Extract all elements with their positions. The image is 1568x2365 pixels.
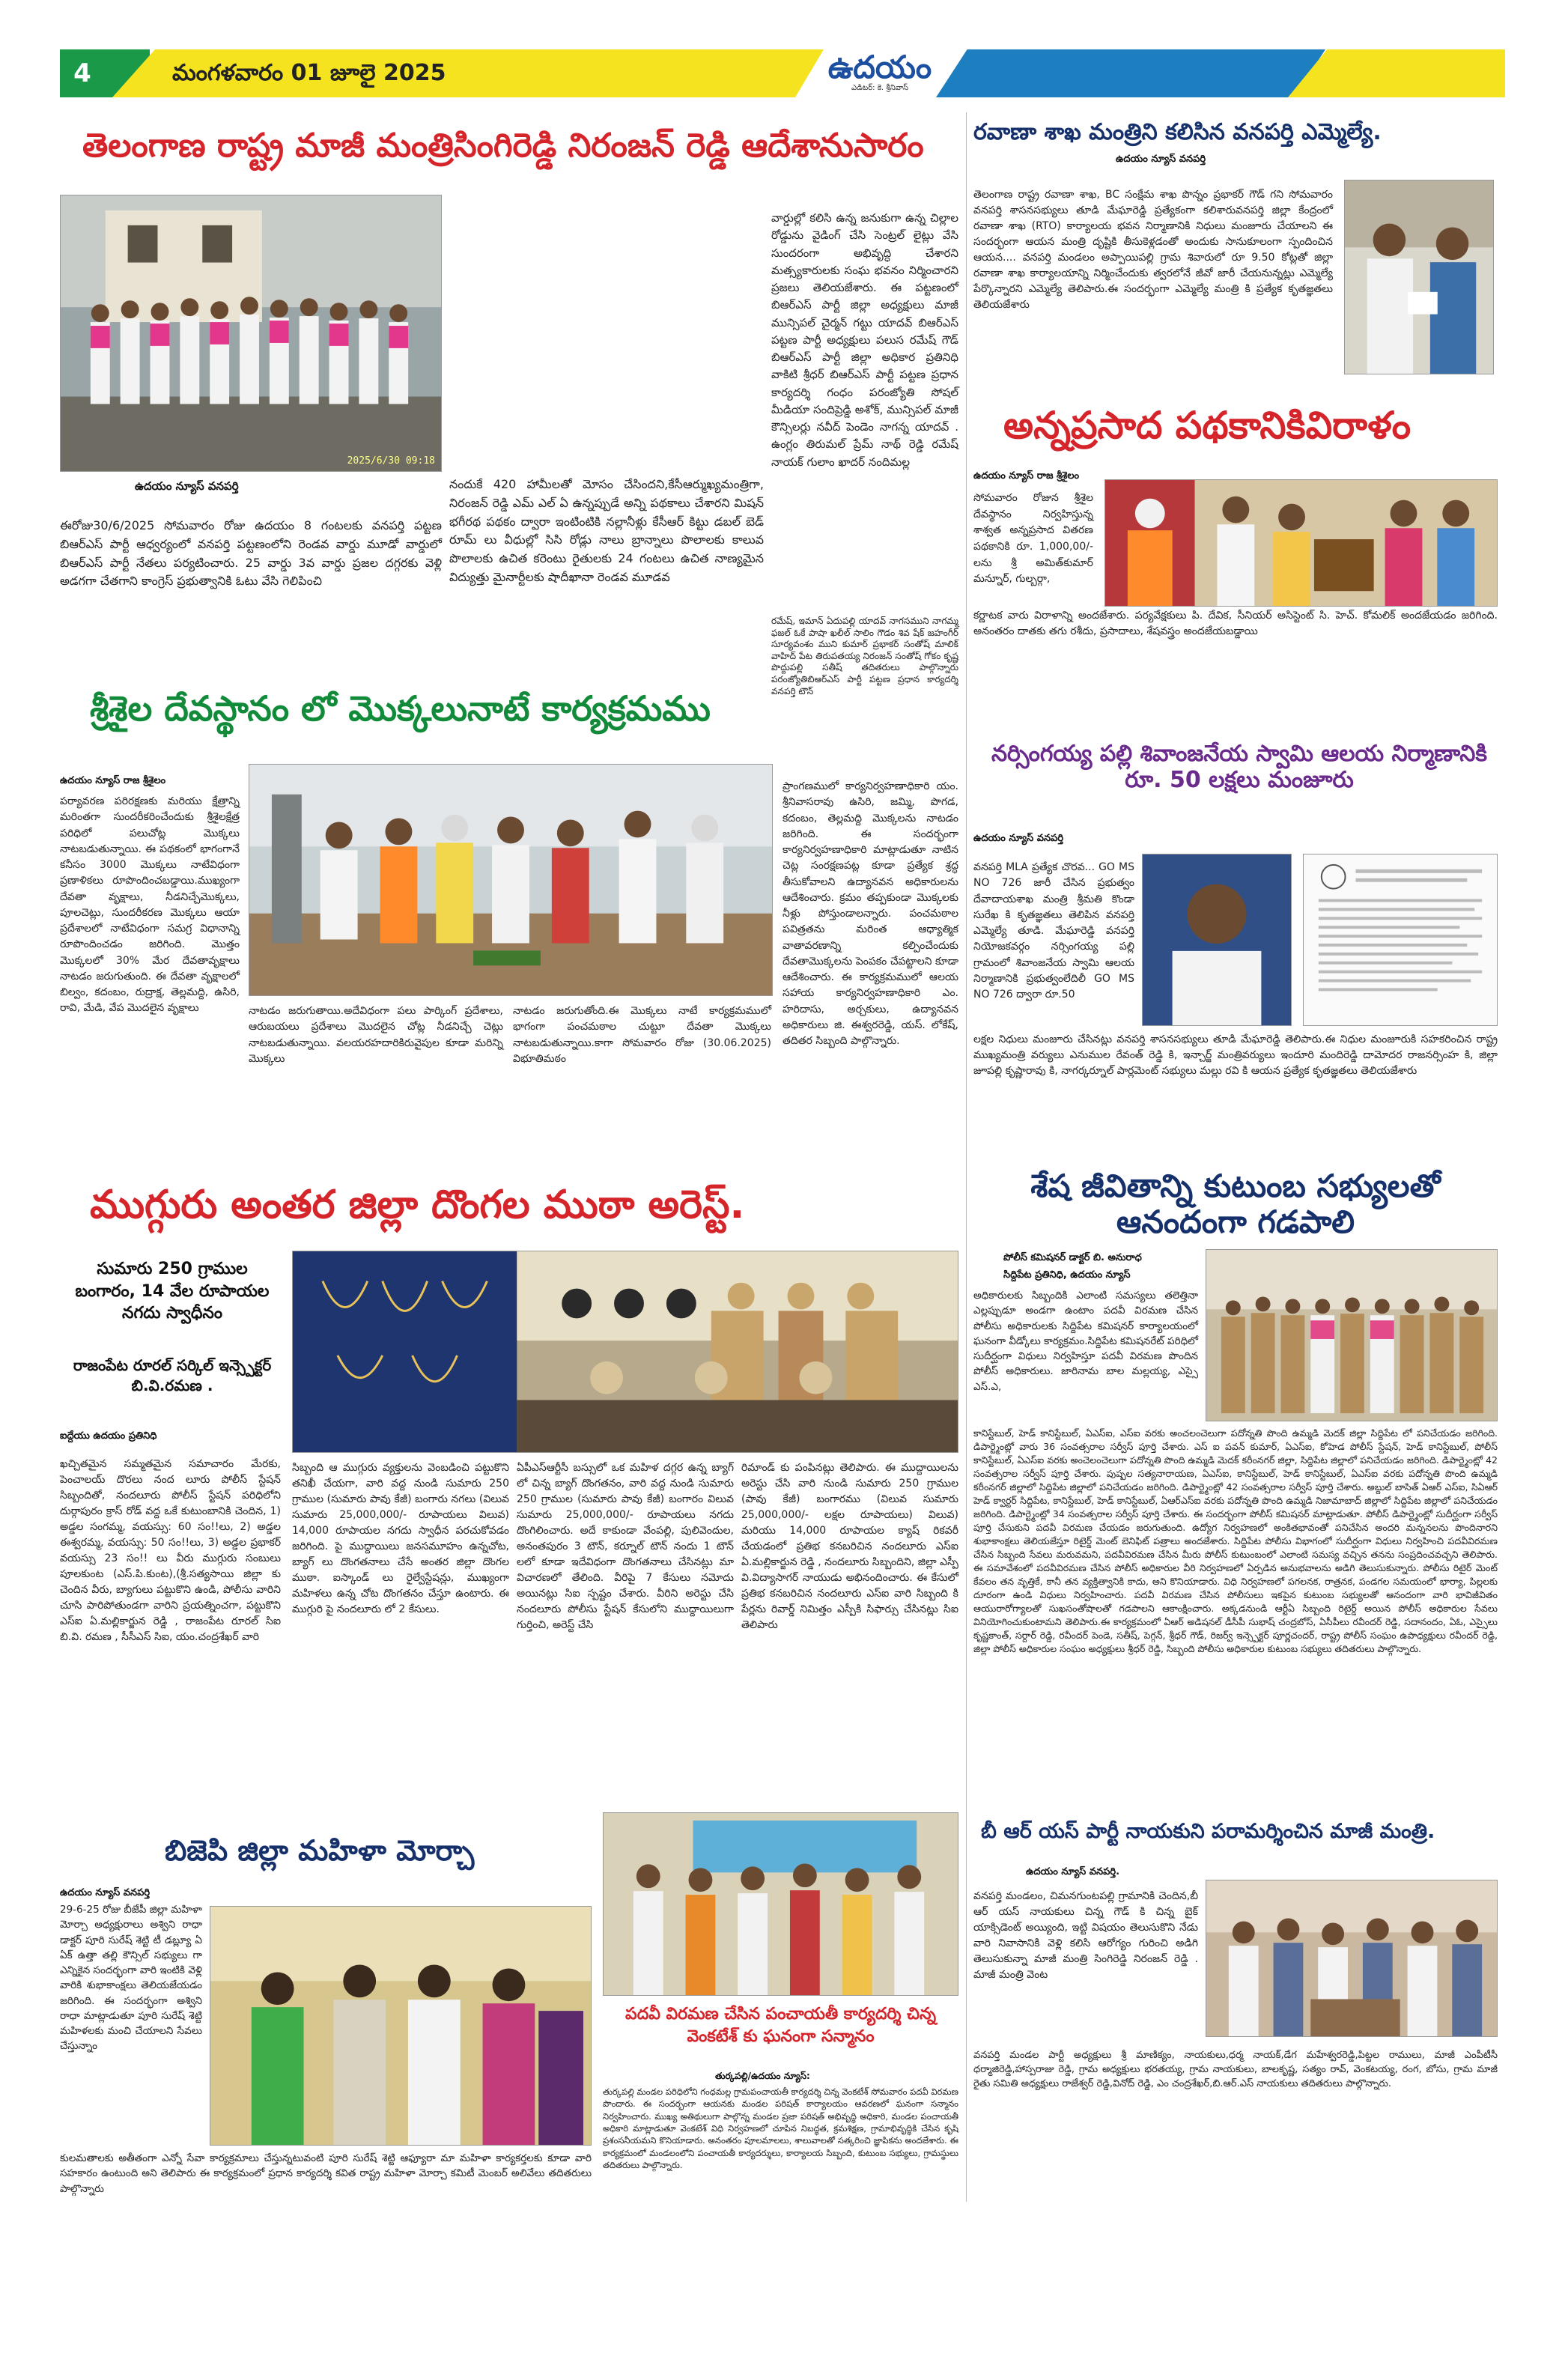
body-col3: వార్డుల్లో కలిసి ఉన్న జనుకుగా ఉన్న చిల్లాల రోడ్డును వైడింగ్ చేసి సెంట్రల్ లైట్లు వేసి సుందరంగా అభివృద్ధి చేశారని మత్స్యకారులకు సంఘ భవనం నిర్మించారని ప్రజలు తెలియజేశారు. ఈ పట్టణంలో బిఆర్ఎస్ పార్టీ జిల్లా అధ్యక్షులు మాజీ మున్సిపల్ చైర్మన్ గట్టు యాదవ్ బిఆర్ఎస్ పట్టణ పార్టీ అధ్యక్షులు పలుస రమేష్ గౌడ్ బిఆర్ఎస్ పార్టీ జిల్లా అధికార ప్రతినిధి వాకిటి శ్రీధర్ బిఆర్ఎస్ పార్టీ పట్టణ ప్రధాన కార్యదర్శి గంధం పరంజ్యోతి సోషల్ మీడియా సందిప్రెడ్డి అశోక్, మున్సిపల్ మాజీ కౌన్సిలర్లు నవీద్ పెండెం నాగన్న యాదవ్ . ఉంగ్లం తిరుమల్ ప్రేమ్ నాథ్ రెడ్డి రమేష్ నాయక్ గులాం ఖాదర్ నందిమల్ల xyxy=(771,211,958,469)
callout-inspector: రాజంపేట రూరల్ సర్కిల్ ఇన్స్పెక్టర్ బి.వి.రమణ . xyxy=(73,1356,272,1394)
header-bar xyxy=(60,49,1498,97)
column-divider xyxy=(966,112,967,2202)
body-side: 29-6-25 రోజు బీజేపీ జిల్లా మహిళా మోర్చా అధ్యక్షురాలు అశ్విని రాధా డాక్టర్ పూరి సురేష్ శెట్టి టీ డబ్ల్యూ ఏ ఏక్ ఉత్తా తల్లి కౌన్సిల్ సభ్యులు గా ఎన్నికైన సందర్భంగా వారి ఇంటికి వెళ్లి వారికి శుభాకాంక్షలు తెలియజేయడం జరిగింది. ఈ సందర్భంగా అశ్విని రాధా మాట్లాడుతూ పూరి సురేష్ శెట్టి మహిళలకు మంచి చేయాలని సేవలు చేస్తున్నాం xyxy=(60,1904,202,2053)
photo-timestamp: 2025/6/30 09:18 xyxy=(347,455,435,467)
byline: ఉదయం న్యూస్ వనపర్తి xyxy=(973,833,1064,844)
body-col3: నాటడం జరుగుతోంది.ఈ మొక్కలు నాటే కార్యక్రమములో భాగంగా పంచమఠాల చుట్టూ దేవతా మొక్కలు నాటబడుతున్నాయి.కాగా సోమవారం రోజు (30.06.2025) విభూతిమఠం xyxy=(513,1005,771,1065)
headline: ముగ్గురు అంతర జిల్లా దొంగల ముఠా అరెస్ట్. xyxy=(90,1182,745,1227)
article-annaprasadam-donation xyxy=(973,404,1498,652)
body-col4: రిమాండ్ కు పంపినట్లు తెలిపారు. ఈ ముద్దాయిలను అరెస్టు చేసి వారి నుండి సుమారు 250 గ్రాముల (పావు కేజీ) బంగారము (విలువ సుమారు 25,000,000/- లక్షల రూపాయలు) విలువ) మరియు 14,000 రూపాయల క్యాష్ రికవరీ చేయడంలో ప్రతిభ కనబరిచిన నందలూరు ఎస్ఐ ఏ.మల్లికార్జున రెడ్డి , నందలూరు సిబ్బందిని, జిల్లా ఎస్పీ వి.విద్యాసాగర్ నాయుడు అభినందించారు. ఈ కేసులో ప్రతిభ కనబరిచిన నందలూరు ఎస్ఐ వారి సిబ్బంది కి పేర్లను రివార్డ్ నిమిత్తం ఎస్పీకి సిఫార్సు చేసినట్లు సిఐ తెలిపారు xyxy=(741,1462,958,1631)
headline: రవాణా శాఖ మంత్రిని కలిసిన వనపర్తి ఎమ్మెల్యే. xyxy=(973,119,1382,145)
farewell-photo xyxy=(1206,1249,1498,1421)
body-full: కులమతాలకు అతీతంగా ఎన్నో సేవా కార్యక్రమాలు చేస్తున్నటువంటి పూరి సురేష్ శెట్టి ఆఫ్యూరా మా మహిళా కార్యకర్తలకు కూడా వారి సహకారం ఉంటుంది అని తెలిపారు ఈ కార్యక్రమంలో ప్రధాన కార్యదర్శి కవిత రాష్ట్ర మహిళా మోర్చా కమిటీ మెంబర్ అలివేలు తదితరులు పాల్గొన్నారు xyxy=(60,2152,592,2195)
body-col4: ప్రాంగణములో కార్యనిర్వహణాధికారి యం. శ్రీనివాసరావు ఉసిరి, జమ్మి, పొగడ, కదంబం, తెల్లమద్ది మొక్కలను నాటడం జరిగింది. ఈ సందర్భంగా కార్యనిర్వహణాధికారి మాట్లాడుతూ నాటిన చెట్ల సంరక్షణపట్ల కూడా ప్రత్యేక శ్రద్ధ తీసుకోవాలని ఉద్యానవన అధికారులను ఆదేశించారు. క్రమం తప్పకుండా మొక్కలకు నీళ్లు పోస్తుండాలన్నారు. పంచమఠాల పవిత్రతను మరింత ఆధ్యాత్మిక వాతావరణాన్ని కల్పించేందుకు దేవతామొక్కలను పెంపకం చేపట్టాలని కూడా ఆదేశించారు. ఈ కార్యక్రమములో ఆలయ సహాయ కార్యనిర్వహణాధికారి ఎం. హరిదాసు, అర్చకులు, ఉద్యానవన అధికారులు జి. ఈశ్వరరెడ్డి, యస్. లోకేష్, తదితర సిబ్బంది పాల్గొన్నారు. xyxy=(783,780,958,1048)
byline: ఉదయం న్యూస్ వనపర్తి xyxy=(135,479,239,493)
body-col2: సిబ్బంది ఆ ముగ్గురు వ్యక్తులను వెంబడించి పట్టుకొని తనిఖీ చేయగా, వారి వద్ద నుండి సుమారు 250 గ్రాముల (సుమారు పావు కేజీ) బంగారు నగలు (విలువ సుమారు 25,000,000/- రూపాయలు విలువ) 14,000 రూపాయల నగదు స్వాధీన పరచుకోవడం జరిగింది. పై ముద్దాయిలు జనసమూహం ఉన్నచోట, బ్యాగ్ లు దొంగతనాలు చేసే అంతర జిల్లా దొంగల ముఠా. ఐస్కాండ్ లు రైల్వేస్టేషన్లు, ముఖ్యంగా మహిళలు ఉన్న చోట దొంగతనం చేస్తూ ఉంటారు. ఈ ముగ్గురి పై నందలూరు లో 2 కేసులు. xyxy=(292,1462,509,1615)
body-full: వనపర్తి మండల పార్టీ అధ్యక్షులు శ్రీ మాణిక్యం, నాయకులు,ధర్మ నాయక్,డేగ మహేశ్వరరెడ్డి,పిట్టల రాములు, మాజీ ఎంపీటీసీ ధర్మాజిరెడ్డి,హాస్పరాజు రెడ్డి, గ్రామ అధ్యక్షులు భరతయ్య, గ్రామ నాయకులు, బాలకృష్ణ, సత్యం రావ్, వెంకటయ్య, రంగ, బోసు, గ్రామ మాజీ రైతు సమితి అధ్యక్షులు రాజేశ్వర్ రెడ్డి,వినోద్ రెడ్డి, ఎం చంద్రశేఖర్,బి.ఆర్.ఎస్ నాయకులు తదితరులు పాల్గొన్నారు. xyxy=(973,2050,1498,2090)
headline: శ్రీశైల దేవస్థానం లో మొక్కలునాటే కార్యక్రమము xyxy=(90,688,711,729)
article-retired-police xyxy=(973,1168,1498,1812)
body-col1: పర్యావరణ పరిరక్షణకు మరియు క్షేత్రాన్ని మరింతగా సుందరీకరించేందుకు శ్రీశైలక్షేత్ర పరిధిలో పలుచోట్ల మొక్కలు నాటబడుతున్నాయి. ఈ పథకంలో భాగంగానే కనీసం 3000 మొక్కలు నాటేవిధంగా ప్రణాళికలు రూపొందించబడ్డాయి.ముఖ్యంగా దేవతా వృక్షాలు, నీడనిచ్చేమొక్కలు, పూలచెట్లు, సుందరీకరణ మొక్కలు ఆయా ప్రదేశాలలో నాటేవిధంగా సమగ్ర విధానాన్ని రూపొందించడం జరిగింది. మొత్తం మొక్కలలో 30% మేర దేవతావృక్షాలు నాటడం జరుగుతుంది. ఈ దేవతా వృక్షాలలో బిల్వం, కదంబం, రుద్రాక్ష, తెల్లమద్ది, ఉసిరి, రావి, మేడి, వేప మొదలైన వృక్షాలు xyxy=(60,795,240,1015)
byline: ఉదయం న్యూస్ వనపర్తి xyxy=(60,1887,151,1898)
body-full: కర్ణాటక వారు విరాళాన్ని అందజేశారు. పర్యవేక్షకులు పి. దేవిక, సీనియర్ అసిస్టెంట్ సి. హెచ్. కోమలిక్ అందజేయడం జరిగింది. అనంతరం దాతకు తగు రశీదు, ప్రసాదాలు, శేషవస్త్రం అందజేయబడ్డాయి xyxy=(973,610,1498,637)
minister-photo xyxy=(1344,180,1494,374)
body-full: లక్షల నిధులు మంజూరు చేసినట్లు వనపర్తి శాసనసభ్యులు తూడి మేఘారెడ్డి తెలిపారు.ఈ నిధుల మంజూరుకి సహకరించిన రాష్ట్ర ముఖ్యమంత్రి వర్యులు ఎనుముల రేవంత్ రెడ్డి కి, ఇన్చార్జ్ మంత్రివర్యులు ఇందూరి మందిరెడ్డి దామోదర రాజనర్సింహ కి, జిల్లా జూపల్లి కృష్ణారావు కి, నాగర్కర్నూల్ పార్లమెంట్ సభ్యులు మల్లు రవి కి ఆయన ప్రత్యేక కృతజ్ఞతలు తెలియజేశారు xyxy=(973,1033,1498,1077)
go-document xyxy=(1303,854,1498,1026)
subheading: పోలీస్ కమిషనర్ డాక్టర్ బి. అనురాధ xyxy=(1003,1252,1142,1263)
byline: సిద్దిపేట ప్రతినిధి, ఉదయం న్యూస్ xyxy=(1003,1269,1131,1281)
byline: ఐద్దేయు ఉదయం ప్రతినిధి xyxy=(60,1430,157,1442)
headline: తెలంగాణ రాష్ట్ర మాజీ మంత్రిసింగిరెడ్డి నిరంజన్ రెడ్డి ఆదేశానుసారం xyxy=(82,127,924,165)
article-thief-gang-arrest xyxy=(60,1168,958,1827)
body-col1: ఈరోజు30/6/2025 సోమవారం రోజు ఉదయం 8 గంటలకు వనపర్తి పట్టణ బిఆర్ఎస్ పార్టీ ఆధ్వర్యంలో వనపర్తి పట్టణంలోని రెండవ వార్డు మూడో వార్డులో బిఆర్ఎస్ పార్టీ నేతలు పర్యటించారు. 25 వార్డు 3వ వార్డు ప్రజల దగ్గరకు వెళ్లి అడగగా చేతగాని కాంగ్రెస్ ప్రభుత్వానికి ఓటు వేసి గెలిపించి xyxy=(60,518,442,589)
byline: ఉదయం న్యూస్ వనపర్తి xyxy=(1116,154,1206,165)
headline: పదవీ విరమణ చేసిన పంచాయతీ కార్యదర్శి చిన్న వెంకటేశ్ కు ఘనంగా సన్మానం xyxy=(625,2005,936,2046)
headline: బీ ఆర్ యస్ పార్టీ నాయకుని పరామర్శించిన మాజీ మంత్రి. xyxy=(981,1820,1435,1843)
mla-photo xyxy=(1142,854,1292,1026)
masthead-logo: ఉదయం xyxy=(827,49,932,85)
article-niranjan-reddy xyxy=(60,112,958,696)
masthead xyxy=(827,51,932,96)
group-photo xyxy=(60,195,442,472)
planting-photo xyxy=(249,764,773,996)
body-col4: రమేష్, ఇమాన్ ఏదుపల్లి యాదవ్ నాగసముని నాగమ్మ ఫజల్ ఓకే పాషా ఖలీల్ సాలిం గౌడం శివ షేక్ జహంగీర్ సూర్యవంశం ముని కుమార్ ప్రభాకర్ సంతోష్ మాలిక్ వాహిద్ పేట తిరుపతయ్య నిరంజన్ సంతోష్ గోకం కృష్ణ పొద్దుపల్లి సతీష్ తదితరులు పాల్గొన్నారు పరంజ్యోతిబిఆర్ఎస్ పార్టీ పట్టణ ప్రధాన కార్యదర్శి వనపర్తి టౌన్ xyxy=(771,616,958,696)
body-col2: నాటడం జరుగుతాయి.అదేవిధంగా పలు పార్కింగ్ ప్రదేశాలు, ఆరుబయలు ప్రదేశాలు మొదలైన చోట్ల నీడనిచ్చే చెట్లు నాటబడుతున్నాయి. వలయరహదారికిరువైపుల కూడా మరిన్ని మొక్కలు xyxy=(249,1005,503,1065)
header-blue-band xyxy=(936,49,1325,97)
body: తుర్కపల్లి మండల పరిధిలోని గంధమల్ల గ్రామపంచాయతీ కార్యదర్శి చిన్న వెంకటేశ్ సోమవారం పదవీ విరమణ పొందారు. ఈ సందర్భంగా ఆయనకు మండల పరిషత్ కార్యాలయం ఆవరణలో ఘనంగా సన్మానం నిర్వహించారు. ముఖ్య అతిథులుగా పాల్గొన్న మండల ప్రజా పరిషత్ అభివృద్ధి అధికారి, మండల పంచాయతీ అధికారి మాట్లాడుతూ వెంకటేశ్ విధి నిర్వహణలో చూపిన నిబద్ధత, క్రమశిక్షణ, గ్రామాభివృద్ధికి చేసిన కృషి ప్రశంసనీయమని కొనియాడారు. అనంతరం పూలమాలలు, శాలువాలతో సత్కరించి జ్ఞాపికను అందజేశారు. ఈ కార్యక్రమంలో మండలంలోని పంచాయతీ కార్యదర్శులు, కార్యాలయ సిబ్బంది, కుటుంబ సభ్యులు, గ్రామస్థులు తదితరులు పాల్గొన్నారు. xyxy=(603,2086,958,2170)
press-meet-photo xyxy=(292,1251,958,1453)
body-side: అధికారులకు సిబ్బందికి ఎలాంటి సమస్యలు తలెత్తినా ఎల్లప్పుడూ అండగా ఉంటాం పదవీ విరమణ చేసిన పోలీసు అధికారులకు సిద్దిపేట కమిషనర్ కార్యాలయంలో ఘనంగా వీడ్కోలు కార్యక్రమం.సిద్దిపేట కమిషనరేట్ పరిధిలో సుదీర్ఘంగా విధులు నిర్వహిస్తూ పదవీ విరమణ పొందిన పోలీస్ అధికారులు. జారినామ బాల మల్లయ్య, ఎస్సై ఎస్.ఎ, xyxy=(973,1290,1199,1393)
article-bjp-mahila-morcha xyxy=(60,1835,592,2224)
felicitation-photo xyxy=(210,1906,592,2146)
headline: బిజెపి జిల్లా మహిళా మోర్చా xyxy=(165,1834,475,1867)
body-col1: ఖచ్చితమైన సమ్మతమైన సమాచారం మేరకు, పెంచాలయ్ దొరలు నంద లూరు పోలీస్ స్టేషన్ సిబ్బందితో, నందలూరు పోలీస్ స్టేషన్ పరిధిలోని దుర్గాపురం క్రాస్ రోడ్ వద్ద ఒకే కుటుంబానికి చెందిన, 1) అడ్డల సంగమ్మ, వయస్సు: 60 సం!!లు, 2) అడ్డల ఈశ్వరమ్మ, వయస్సు: 50 సం!!లు, 3) అడ్డల ప్రభాకర్ వయస్సు 23 సం!! లు వీరు ముగ్గురు సంబులు పూలకుంట (ఎస్.పి.కుంట),(శ్రీ.సత్యసాయి జిల్లా కు చెందిన వీరు, బ్యాగులు పట్టుకొని ఉండి, పోలీసు వారిని చూసి పారిపోతుండగా వారిని ప్రయత్నించగా, పట్టుకొని ఎస్ఐ ఏ.మల్లికార్జున రెడ్డి , రాజంపేట రూరల్ సిఐ బి.వి. రమణ , సీసీఎస్ సిఐ, యం.చంద్రశేఖర్ వారి xyxy=(60,1458,281,1643)
retirement-photo xyxy=(603,1812,958,1996)
donation-photo xyxy=(1104,479,1498,607)
visit-photo xyxy=(1206,1880,1498,2037)
body-side: వనపర్తి MLA ప్రత్యేక చొరవ... GO MS NO 726 జారీ చేసిన ప్రభుత్వం దేవాదాయశాఖ మంత్రి శ్రీమతి కొండా సురేఖ కి కృతజ్ఞతలు తెలిపిన వనపర్తి ఎమ్మెల్యే తూడి. మేఘారెడ్డి వనపర్తి నియోజకవర్గం నర్సింగయ్య పల్లి గ్రామంలో శివాంజనేయ స్వామి ఆలయ నిర్మాణానికి ప్రభుత్వంలేదిలీ GO MS NO 726 ద్వారా రూ.50 xyxy=(973,861,1134,1001)
body-side: వనపర్తి మండలం, చిమనగుంటపల్లి గ్రామానికి చెందిన,బీ ఆర్ యస్ నాయకులు చిన్న గౌడ్ కి చిన్న బైక్ యాక్సిడెంట్ అయ్యింది, ఇట్టి విషయం తెలుసుకొని నేడు వారి నివాసానికి వెళ్లి కలిసి ఆరోగ్యం గురించి అడిగి తెలుసుకున్నా మాజీ మంత్రి సింగిరెడ్డి నిరంజన్ రెడ్డి . మాజీ మంత్రి వెంట xyxy=(973,1890,1198,1981)
article-temple-funds xyxy=(973,667,1498,1146)
body-col3: ఏపీఎస్ఆర్టీసీ బస్సులో ఒక మహిళ దగ్గర ఉన్న బ్యాగ్ లో చిన్న బ్యాగ్ దొంగతనం, వారి వద్ద నుండి సుమారు 250 గ్రాముల (సుమారు పావు కేజీ) బంగారం విలువ సుమారు 25,000,000/- రూపాయలు నగదు దొంగిలించారు. అదే కాకుండా వేంపల్లి, పులివెందుల, అనంతపురం 3 టౌన్, కర్నూల్ టౌన్ నందు 1 టౌన్ లలో కూడా ఇదేవిధంగా దొంగతనాలు చేసినట్లు మా విచారణలో తేలింది. వీరిపై 7 కేసులు నమోదు అయినట్లు సిఐ స్పష్టం చేశారు. వీరిని అరెస్టు చేసి నందలూరు పోలీసు స్టేషన్ కేసులోని ముద్దాయిలుగా గుర్తించి, అరెస్ట్ చేసి xyxy=(517,1462,734,1631)
masthead-subtitle: ఎడిటర్: కె. శ్రీనివాస్ xyxy=(851,84,908,92)
headline: నర్సింగయ్య పల్లి శివాంజనేయ స్వామి ఆలయ నిర్మాణానికి రూ. 50 లక్షలు మంజూరు xyxy=(991,741,1488,793)
body-side: సోమవారం రోజున శ్రీశైల దేవస్థానం నిర్వహిస్తున్న శాశ్వత అన్నప్రసాద వితరణ పథకానికి రూ. 1,000,00/-లను శ్రీ అమిత్‌కుమార్ మన్నూర్, గుల్బర్గా, xyxy=(973,492,1093,586)
byline: ఉదయం న్యూస్ వనపర్తి. xyxy=(1026,1866,1120,1877)
issue-date: మంగళవారం 01 జూలై 2025 xyxy=(172,60,446,86)
byline: తుర్కపల్లి/ఉదయం న్యూస్: xyxy=(715,2071,810,2081)
article-ex-minister-visit xyxy=(973,1820,1498,2224)
body-col2: నందుకే 420 హామీలతో మోసం చేసిందని,కేసీఆర్ముఖ్యమంత్రిగా, నిరంజన్ రెడ్డి ఎమ్ ఎల్ ఏ ఉన్నప్పుడే అన్ని పథకాలు చేశారని మిషన్ భగీరథ పథకం ద్వారా ఇంటింటికి నల్లానీళ్లు కేసీఆర్ కిట్టు డబల్ బెడ్ రూమ్ లు వీధుల్లో సిసి రోడ్లు నాలు బ్రాన్నాలు పొలాలకు కాలువ పొలాలకు ఉచిత కరెంటు రైతులకు 24 గంటలు ఉచిత నాణ్యమైన విద్యుత్తు మైనార్టీలకు షాదీఖానా రెండవ మూడవ xyxy=(449,477,764,584)
body: తెలంగాణ రాష్ట్ర రవాణా శాఖ, BC సంక్షేమ శాఖ పొన్నం ప్రభాకర్ గౌడ్ గని సోమవారం వనపర్తి శాసనసభ్యులు తూడి మేఘారెడ్డి ప్రత్యేకంగా కలిశారువనపర్తి జిల్లా కేంద్రంలో రవాణా శాఖ (RTO) కార్యాలయ భవన నిర్మాణానికి నిధులు మంజూరు చేయాలని ఈ సందర్భంగా ఆయన మంత్రి దృష్టికి తీసుకెళ్లడంతో అందుకు సానుకూలంగా స్పందించిన ఆయన.... వనపర్తి మండలం అప్పాయిపల్లి గ్రామ శివారులో రూ 9.50 కోట్లతో జిల్లా రవాణా శాఖ కార్యాలయాన్ని నిర్మించేందుకు త్వరలోనే జీవో జారీ చేయనున్నట్లు ఎమ్మెల్యే పేర్కొన్నారని ఎమ్మెల్యే తెలిపారు.ఈ సందర్భంగా ఎమ్మెల్యే మంత్రి కి ప్రత్యేక కృతజ్ఞతలు తెలియజేశారు xyxy=(973,189,1333,311)
article-srisailam-saplings xyxy=(60,667,958,1146)
byline: ఉదయం న్యూస్ రాజ శ్రీశైలం xyxy=(60,775,166,786)
callout-seizure: సుమారు 250 గ్రాముల బంగారం, 14 వేల రూపాయల నగదు స్వాధీనం xyxy=(75,1260,270,1323)
headline: శేష జీవితాన్ని కుటుంబ సభ్యులతో ఆనందంగా గడపాలి xyxy=(1030,1168,1441,1241)
page-number: 4 xyxy=(73,58,91,88)
article-panchayat-secretary xyxy=(603,1812,958,2232)
byline: ఉదయం న్యూస్ రాజ శ్రీశైలం xyxy=(973,470,1080,482)
headline: అన్నప్రసాద పథకానికివిరాళం xyxy=(1003,404,1411,447)
article-transport-minister xyxy=(973,112,1498,397)
body-full: కానిస్టేబుల్, హెడ్ కానిస్టేబుల్, ఏఎస్ఐ, ఎస్ఐ వరకు అంచలంచెలుగా పదోన్నతి పొంది ఉమ్మడి మెదక్ జిల్లా సిద్దిపేట లో పనిచేయడం జరిగింది. డిపార్ట్మెంట్లో వారు 36 సంవత్సరాల సర్వీస్ పూర్తి చేశారు. ఎస్ ఐ పవన్ కుమార్, ఏఎస్ఐ, కోహెడ పోలీస్ స్టేషన్, హెడ్ కానిస్టేబుల్, పోలీస్ కానిస్టేబుల్, ఏఎస్ఐ వరకు అంచెలంచెలుగా పదోన్నతి పొంది ఉమ్మడి మెదక్ కరీంనగర్ జిల్లా, సిద్దిపేట జిల్లాలో పనిచేయడం జరిగింది. డిపార్ట్మెంట్లో 42 సంవత్సరాల సర్వీస్ పూర్తి చేశారు. పుష్పల సత్యనారాయణ, ఏఎస్ఐ, కానిస్టేబుల్, హెడ్ కానిస్టేబుల్, ఏఎస్ఐ వరకు పదోన్నతి పొంది ఉమ్మడి కరీంనగర్ జిల్లాలో సిద్దిపేట జిల్లాలో పనిచేయడం జరిగింది. డిపార్ట్మెంట్లో 42 సంవత్సరాల సర్వీస్ పూర్తి చేశారు. అబ్దుల్ బాసిత్ ఏఆర్ ఎస్ఐ, సిఏఆర్ హెడ్ క్వార్టర్ సిద్దిపేట, కానిస్టేబుల్, హెడ్ కానిస్టేబుల్, ఏఆర్ఎస్ఐ వరకు పదోన్నతి పొంది ఉమ్మడి నిజామాబాద్ జిల్లాలో సిద్దిపేట జిల్లాలో పనిచేయడం జరిగింది. డిపార్ట్మెంట్లో 34 సంవత్సరాల సర్వీస్ పూర్తి చేశారు. ఈ సందర్భంగా పోలీస్ కమిషనర్ మాట్లాడుతూ. పోలీస్ డిపార్ట్మెంట్లో సుదీర్ఘంగా సర్వీస్ పూర్తి చేసుకుని పదవీ విరమణ చేయడం జరుగుతుంది. ఉద్యోగ నిర్వహణలో అంకితభావంతో పనిచేసిన అందరి మన్ననలను పొందినారని శుభాకాంక్షలు తెలియజేస్తూ రిటైర్డ్ మెంట్ బెనిఫిట్ పత్రాలు అందజేశారు. సిద్దిపేట పోలీసు విభాగంలో సుదీర్ఘంగా విధులు నిర్వహించి పదవీవిరమణ చేసిన సిబ్బంది సేవలు మరువమని, పదవీవిరమణ చేసిన మీరు పోలీస్ కుటుంబంలో ఎలాంటి సమస్య వచ్చిన తనను సంప్రదించవచ్చని తెలిపారు. ఈ సమావేశంలో పదవీవిరమణ చేసిన పోలీస్ అధికారుల వీరి నిర్వహణలో ఏర్పడిన అనుభవాలను అడిగి తెలుసుకున్నారు. పోలీసు రిటైర్ మెంట్ కేవలం తన వృత్తికే, కానీ తన వ్యక్తిత్వానికి కాదు, అని కొనియాడారు. విధి నిర్వహణలో పగలనక, రాత్రనక, పండగల సమయంలో భార్యా, పిల్లలకు దూరంగా ఉండి విధులు నిర్వహించారు. పదవీ విరమణ చేసిన పోలీసులు ఇకపైన కుటుంబ సభ్యులతో ఆనందంగా వారి భావిజీవితం ఆయురారోగ్యాలతో సుఖసంతోషాలతో గడపాలని ఆకాంక్షించారు. అక్కడనుండి ఆర్టీఏ సిబ్బంది రిటైర్డ్ అయిన పోలీస్ అధికారుల సేవలు వినియోగించుకుంటామని తెలిపారు.ఈ కార్యక్రమంలో ఏఆర్ అడిషనల్ డీసీపీ సుభాష్ చంద్రబోస్, ఏసీపీలు రవీందర్ రెడ్డి, సదానందం, ఏఓ, ఎస్సైలు కృష్ణకాంత్, సర్దార్ రెడ్డి, రవీందర్ పెండె, సతీష్, పెగ్గన్, శ్రీధర్ గౌడ్, రిజర్వ్ ఇన్స్పెక్టర్ పూర్ణచందర్, రాష్ట్ర పోలీస్ సంఘం ఉపాధ్యక్షులు రవీందర్ రెడ్డి, జిల్లా పోలీస్ అధికారుల సంఘం అధ్యక్షులు శ్రీధర్ రెడ్డి, సిబ్బంది పోలీసు అధికారుల కుటుంబ సభ్యులు తదితరులు పాల్గొన్నారు. xyxy=(973,1427,1498,1654)
